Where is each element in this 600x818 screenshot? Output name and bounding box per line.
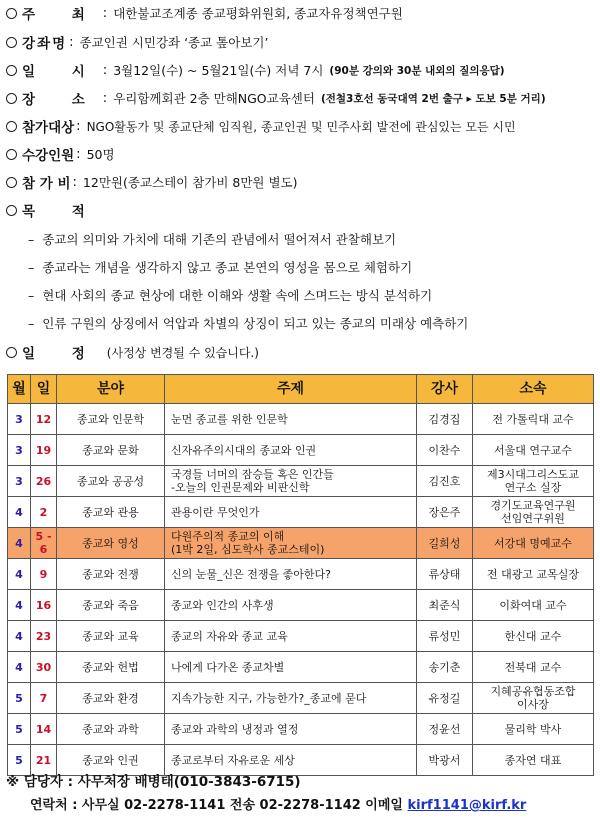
- schedule-label: 일 정: [22, 346, 101, 362]
- cell-month: 3: [8, 466, 31, 497]
- cell-affiliation: [473, 745, 594, 776]
- goal-item: – 종교라는 개념을 생각하지 않고 종교 본연의 영성을 몸으로 체험하기: [28, 259, 413, 275]
- affiliation-line: 전 가톨릭대 교수: [492, 412, 574, 426]
- topic-line: 지속가능한 지구, 가능한가?_종교에 묻다: [171, 691, 367, 705]
- table-row: [8, 528, 594, 559]
- cell-topic: [165, 435, 417, 466]
- cell-month: 5: [8, 683, 31, 714]
- email-link[interactable]: kirf1141@kirf.kr: [407, 798, 527, 813]
- cell-topic: [165, 466, 417, 497]
- cell-lecturer: 김진호: [417, 466, 473, 497]
- table-row: [8, 652, 594, 683]
- cell-month: 4: [8, 528, 31, 559]
- affiliation-subline: 연구소 실장: [504, 481, 562, 494]
- topic-subline: -오늘의 인권문제와 비판신학: [171, 481, 310, 494]
- schedule-table: [7, 374, 594, 776]
- info-target: 참가대상 : NGO활동가 및 종교단체 임직원, 종교인권 및 민주사회 발전에 관심있는 모든 시민: [6, 114, 516, 138]
- cell-field: 종교와 영성: [57, 528, 165, 559]
- cell-affiliation: [473, 497, 594, 528]
- table-row: [8, 466, 594, 497]
- cell-lecturer: 길희성: [417, 528, 473, 559]
- cell-day: 19: [31, 435, 57, 466]
- goal-item: – 종교의 의미와 가치에 대해 기존의 관념에서 떨어져서 관찰해보기: [28, 231, 397, 247]
- cell-topic: [165, 404, 417, 435]
- cell-field: 종교와 공공성: [57, 466, 165, 497]
- affiliation-line: 종자연 대표: [504, 753, 562, 767]
- cell-month: 3: [8, 404, 31, 435]
- info-place: 장 소 : 우리함께회관 2층 만해NGO교육센터 (전철3호선 동국대역 2번 출구 ▸ 도보 5분 거리): [6, 86, 546, 110]
- cell-topic: [165, 652, 417, 683]
- cell-month: 3: [8, 435, 31, 466]
- header-affiliation: 소속: [473, 375, 594, 404]
- info-fee: 참 가 비 : 12만원(종교스테이 참가비 8만원 별도): [6, 170, 298, 194]
- cell-field: 종교와 인권: [57, 745, 165, 776]
- topic-subline: (1박 2일, 심도학사 종교스테이): [171, 543, 325, 556]
- cell-day: 23: [31, 621, 57, 652]
- circle-bullet-icon: [6, 8, 17, 19]
- cell-month: 4: [8, 621, 31, 652]
- circle-bullet-icon: [6, 65, 17, 76]
- header-lecturer: 강사: [417, 375, 473, 404]
- goal-text: 인류 구원의 상징에서 억압과 차별의 상징이 되고 있는 종교의 미래상 예측하기: [42, 316, 469, 331]
- goal-text: 종교라는 개념을 생각하지 않고 종교 본연의 영성을 몸으로 체험하기: [42, 260, 413, 275]
- table-row: [8, 621, 594, 652]
- cell-affiliation: [473, 404, 594, 435]
- circle-bullet-icon: [6, 121, 17, 132]
- topic-line: 종교와 인간의 사후생: [171, 598, 274, 612]
- cell-lecturer: 최준식: [417, 590, 473, 621]
- cell-topic: [165, 714, 417, 745]
- affiliation-line: 제3시대그리스도교: [486, 468, 579, 481]
- info-value: 우리함께회관 2층 만해NGO교육센터: [113, 91, 315, 106]
- info-label: 강좌명: [22, 36, 68, 52]
- cell-month: 4: [8, 652, 31, 683]
- header-field: 분야: [57, 375, 165, 404]
- cell-affiliation: [473, 435, 594, 466]
- circle-bullet-icon: [6, 93, 17, 104]
- affiliation-line: 경기도교육연구원: [490, 499, 576, 512]
- info-label: 일 시: [22, 64, 101, 80]
- cell-field: 종교와 전쟁: [57, 559, 165, 590]
- cell-lecturer: 정윤선: [417, 714, 473, 745]
- header-topic: 주제: [165, 375, 417, 404]
- cell-affiliation: [473, 621, 594, 652]
- affiliation-line: 전 대광고 교목실장: [486, 567, 579, 581]
- topic-line: 신의 눈물_신은 전쟁을 좋아한다?: [171, 567, 331, 581]
- cell-affiliation: [473, 652, 594, 683]
- header-month: 월: [8, 375, 31, 404]
- cell-month: 4: [8, 590, 31, 621]
- cell-topic: [165, 683, 417, 714]
- table-header-row: [8, 375, 594, 404]
- cell-month: 5: [8, 714, 31, 745]
- goal-item: – 현대 사회의 종교 현상에 대한 이해와 생활 속에 스며드는 방식 분석하기: [28, 287, 433, 303]
- table-row: [8, 559, 594, 590]
- info-label: 참가대상: [22, 120, 75, 136]
- info-label: 참 가 비: [22, 176, 71, 192]
- cell-topic: [165, 559, 417, 590]
- info-value: 종교인권 시민강좌 ‘종교 톺아보기’: [79, 35, 269, 50]
- topic-line: 다원주의적 종교의 이해: [171, 530, 285, 543]
- cell-affiliation: [473, 559, 594, 590]
- circle-bullet-icon: [6, 149, 17, 160]
- cell-field: 종교와 문화: [57, 435, 165, 466]
- affiliation-line: 지혜공유협동조합: [490, 685, 576, 698]
- table-row: [8, 683, 594, 714]
- topic-line: 종교로부터 자유로운 세상: [171, 753, 295, 767]
- cell-lecturer: 장은주: [417, 497, 473, 528]
- cell-affiliation: [473, 683, 594, 714]
- affiliation-line: 물리학 박사: [504, 722, 562, 736]
- cell-field: 종교와 환경: [57, 683, 165, 714]
- header-day: 일: [31, 375, 57, 404]
- info-value: 3월12일(수) ~ 5월21일(수) 저녁 7시: [113, 63, 324, 78]
- cell-affiliation: [473, 466, 594, 497]
- circle-bullet-icon: [6, 205, 17, 216]
- affiliation-subline: 선임연구위원: [501, 512, 565, 525]
- goal-item: – 인류 구원의 상징에서 억압과 차별의 상징이 되고 있는 종교의 미래상 예측하기: [28, 315, 469, 331]
- schedule-body: [8, 404, 594, 776]
- table-row: [8, 714, 594, 745]
- cell-field: 종교와 교육: [57, 621, 165, 652]
- cell-affiliation: [473, 714, 594, 745]
- cell-day: 12: [31, 404, 57, 435]
- affiliation-line: 서울대 연구교수: [494, 443, 572, 457]
- cell-lecturer: 류상태: [417, 559, 473, 590]
- cell-field: 종교와 죽음: [57, 590, 165, 621]
- info-capacity: 수강인원 : 50명: [6, 142, 115, 166]
- affiliation-line: 이화여대 교수: [499, 598, 567, 612]
- topic-line: 신자유주의시대의 종교와 인권: [171, 443, 317, 457]
- cell-field: 종교와 인문학: [57, 404, 165, 435]
- affiliation-subline: 이사장: [517, 698, 549, 711]
- cell-day: 21: [31, 745, 57, 776]
- cell-lecturer: 이찬수: [417, 435, 473, 466]
- schedule-heading: [6, 340, 259, 364]
- cell-lecturer: 김경집: [417, 404, 473, 435]
- info-label: 장 소: [22, 92, 101, 108]
- cell-lecturer: 박광서: [417, 745, 473, 776]
- cell-topic: [165, 528, 417, 559]
- cell-field: 종교와 헌법: [57, 652, 165, 683]
- info-value: 대한불교조계종 종교평화위원회, 종교자유정책연구원: [113, 6, 403, 21]
- table-row: [8, 404, 594, 435]
- contact-phone: 연락처 : 사무실 02-2278-1141 전송 02-2278-1142 이메일: [30, 798, 408, 813]
- circle-bullet-icon: [6, 177, 17, 188]
- cell-day: 9: [31, 559, 57, 590]
- table-row: [8, 497, 594, 528]
- cell-topic: [165, 497, 417, 528]
- affiliation-line: 전북대 교수: [504, 660, 562, 674]
- topic-line: 국경들 너머의 잠승들 혹은 인간들: [171, 468, 334, 481]
- circle-bullet-icon: [6, 347, 17, 358]
- info-course: 강좌명 : 종교인권 시민강좌 ‘종교 톺아보기’: [6, 30, 268, 54]
- topic-line: 관용이란 무엇인가: [171, 505, 260, 519]
- cell-affiliation: [473, 590, 594, 621]
- info-value: 12만원(종교스테이 참가비 8만원 별도): [82, 175, 298, 190]
- contact-person: ※ 담당자 : 사무처장 배병태(010-3843-6715): [6, 774, 301, 790]
- cell-lecturer: 유정길: [417, 683, 473, 714]
- table-row: [8, 590, 594, 621]
- cell-day: 30: [31, 652, 57, 683]
- cell-day: 14: [31, 714, 57, 745]
- cell-month: 4: [8, 497, 31, 528]
- goal-heading: [6, 198, 101, 222]
- cell-field: 종교와 과학: [57, 714, 165, 745]
- goal-label: 목 적: [22, 204, 101, 220]
- info-note: (전철3호선 동국대역 2번 출구 ▸ 도보 5분 거리): [320, 92, 546, 105]
- topic-line: 종교와 과학의 냉정과 열정: [171, 722, 299, 736]
- cell-day: 26: [31, 466, 57, 497]
- info-datetime: 일 시 : 3월12일(수) ~ 5월21일(수) 저녁 7시 (90분 강의와 30분 내외의 질의응답): [6, 58, 505, 82]
- contact-line: [30, 794, 526, 813]
- cell-lecturer: 송기춘: [417, 652, 473, 683]
- cell-day: 2: [31, 497, 57, 528]
- circle-bullet-icon: [6, 37, 17, 48]
- topic-line: 눈먼 종교를 위한 인문학: [171, 412, 288, 426]
- info-label: 주 최: [22, 7, 101, 23]
- affiliation-line: 서강대 명예교수: [494, 536, 572, 550]
- cell-month: 4: [8, 559, 31, 590]
- info-value: NGO활동가 및 종교단체 임직원, 종교인권 및 민주사회 발전에 관심있는 모든 시민: [86, 119, 516, 134]
- cell-field: 종교와 관용: [57, 497, 165, 528]
- schedule-note: (사정상 변경될 수 있습니다.): [106, 345, 259, 360]
- cell-affiliation: [473, 528, 594, 559]
- cell-month: 5: [8, 745, 31, 776]
- info-host: 주 최 : 대한불교조계종 종교평화위원회, 종교자유정책연구원: [6, 1, 403, 25]
- info-label: 수강인원: [22, 148, 75, 164]
- cell-day: 5 - 6: [31, 528, 57, 559]
- topic-line: 종교의 자유와 종교 교육: [171, 629, 288, 643]
- cell-day: 16: [31, 590, 57, 621]
- goal-text: 현대 사회의 종교 현상에 대한 이해와 생활 속에 스며드는 방식 분석하기: [42, 288, 433, 303]
- table-row: [8, 435, 594, 466]
- affiliation-line: 한신대 교수: [504, 629, 562, 643]
- goal-text: 종교의 의미와 가치에 대해 기존의 관념에서 떨어져서 관찰해보기: [42, 232, 397, 247]
- cell-day: 7: [31, 683, 57, 714]
- cell-topic: [165, 621, 417, 652]
- cell-topic: [165, 590, 417, 621]
- topic-line: 나에게 다가온 종교차별: [171, 660, 285, 674]
- info-value: 50명: [86, 147, 115, 162]
- info-note: (90분 강의와 30분 내외의 질의응답): [329, 64, 505, 77]
- cell-lecturer: 류성민: [417, 621, 473, 652]
